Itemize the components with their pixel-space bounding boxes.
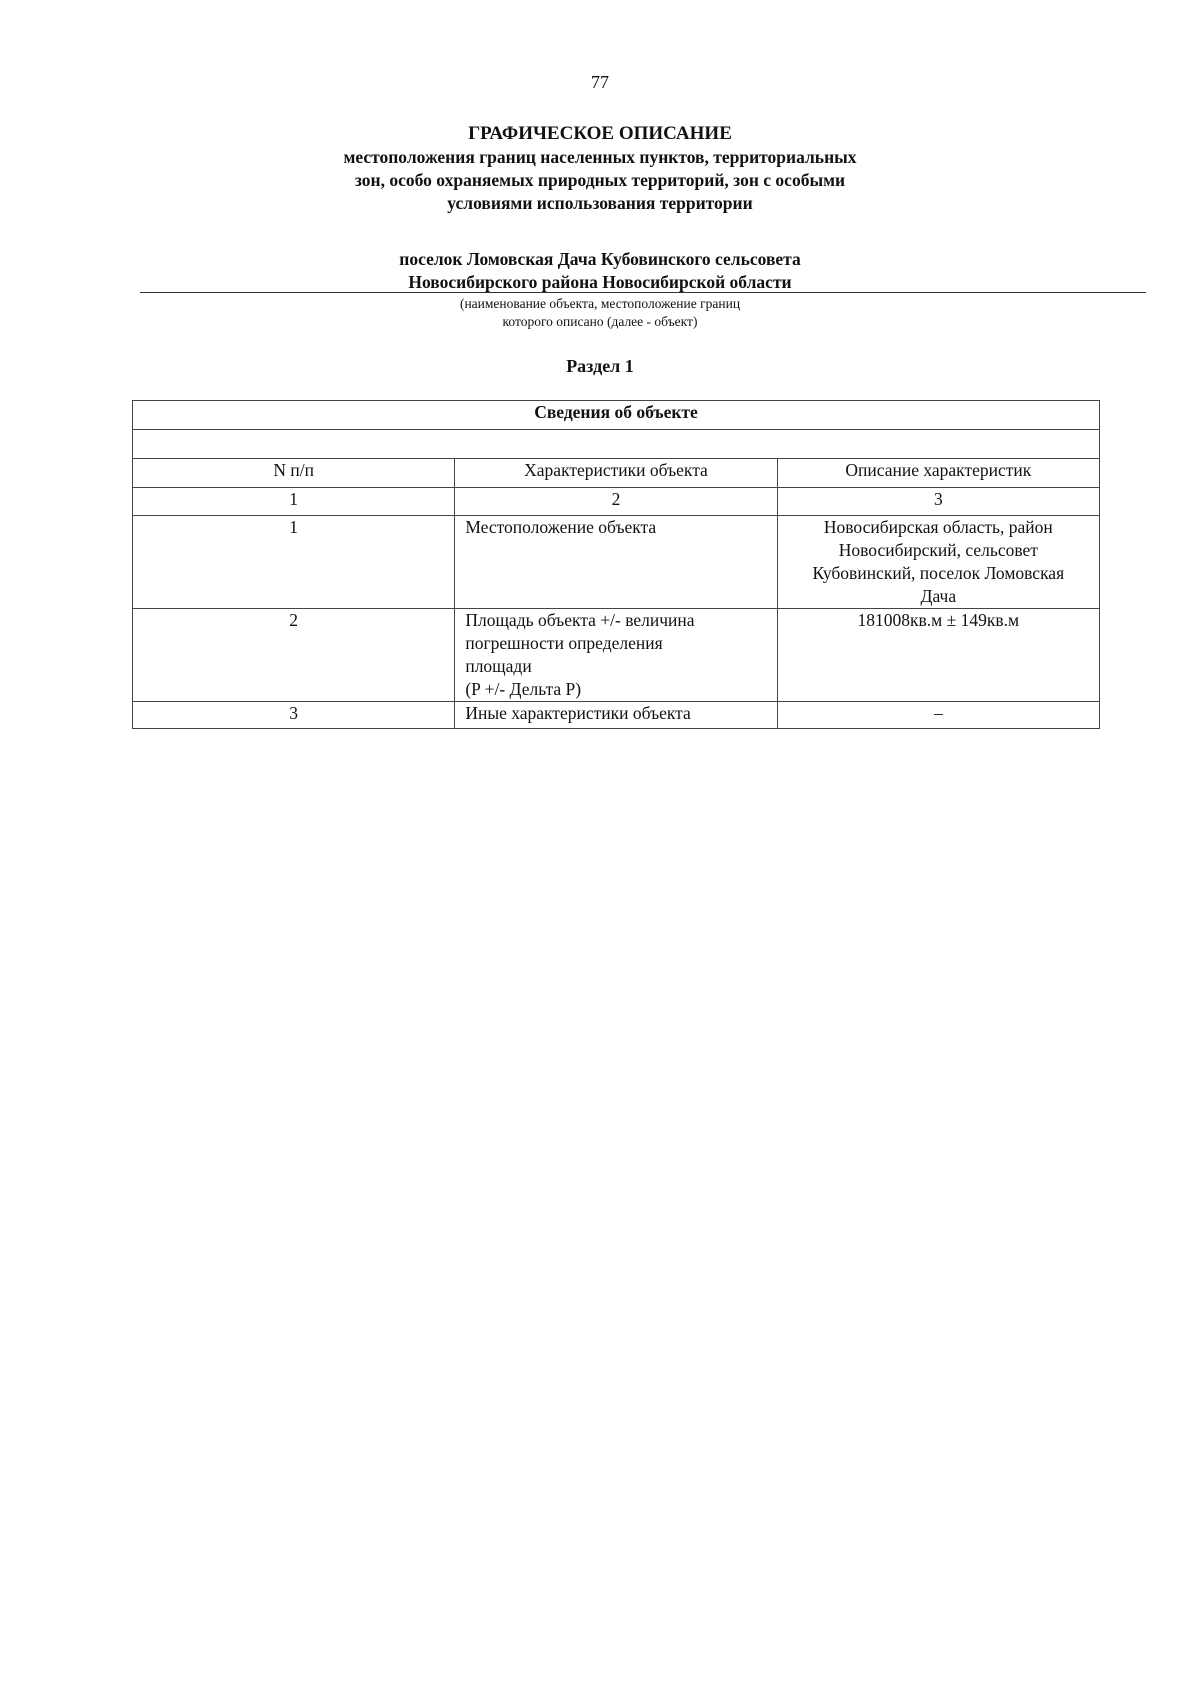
row-number: 1 xyxy=(133,516,455,609)
description-line: Новосибирская область, район xyxy=(823,517,1053,537)
description-line: Кубовинский, поселок Ломовская xyxy=(812,563,1065,583)
row-description xyxy=(777,516,1099,609)
row-description xyxy=(777,609,1099,702)
object-name-line: Новосибирского района Новосибирской области xyxy=(408,272,792,292)
table-heading: Сведения об объекте xyxy=(133,401,1100,430)
description-line: 181008кв.м ± 149кв.м xyxy=(857,610,1020,630)
title-line: местоположения границ населенных пунктов, территориальных xyxy=(343,147,857,167)
section-title: Раздел 1 xyxy=(566,356,634,376)
caption-line: которого описано (далее - объект) xyxy=(502,314,698,329)
row-number: 3 xyxy=(133,702,455,729)
characteristic-line: (P +/- Дельта P) xyxy=(465,679,582,699)
characteristic-line: Местоположение объекта xyxy=(465,517,657,537)
row-characteristic xyxy=(455,516,777,609)
column-header-num: N п/п xyxy=(133,459,455,488)
row-description xyxy=(777,702,1099,729)
column-number: 3 xyxy=(777,488,1099,516)
column-number-row xyxy=(133,488,1100,516)
document-title xyxy=(0,122,1200,215)
title-line: условиями использования территории xyxy=(447,193,753,213)
table-blank-row xyxy=(133,430,1100,459)
description-line: Новосибирский, сельсовет xyxy=(838,540,1038,560)
table-row xyxy=(133,609,1100,702)
row-characteristic xyxy=(455,702,777,729)
table-row xyxy=(133,702,1100,729)
title-main: ГРАФИЧЕСКОЕ ОПИСАНИЕ xyxy=(468,123,732,144)
table-heading-row xyxy=(133,401,1100,430)
description-line: – xyxy=(933,703,943,723)
column-number: 1 xyxy=(133,488,455,516)
column-header-characteristic: Характеристики объекта xyxy=(455,459,777,488)
caption-line: (наименование объекта, местоположение границ xyxy=(459,296,741,311)
characteristic-line: Площадь объекта +/- величина погрешности определения xyxy=(465,610,695,653)
object-name-line: поселок Ломовская Дача Кубовинского сельсовета xyxy=(399,249,801,269)
column-header-description: Описание характеристик xyxy=(777,459,1099,488)
object-info-table xyxy=(132,400,1100,729)
row-characteristic xyxy=(455,609,777,702)
title-line: зон, особо охраняемых природных территорий, зон с особыми xyxy=(354,170,846,190)
characteristic-line: Иные характеристики объекта xyxy=(465,703,691,723)
object-name xyxy=(0,248,1200,294)
blank-cell xyxy=(133,430,1100,459)
characteristic-line: площади xyxy=(465,656,532,676)
object-name-underline xyxy=(140,292,1146,293)
object-name-caption xyxy=(0,295,1200,331)
column-number: 2 xyxy=(455,488,777,516)
page-number: 77 xyxy=(591,72,609,92)
description-line: Дача xyxy=(920,586,957,606)
row-number: 2 xyxy=(133,609,455,702)
column-header-row xyxy=(133,459,1100,488)
table-row xyxy=(133,516,1100,609)
